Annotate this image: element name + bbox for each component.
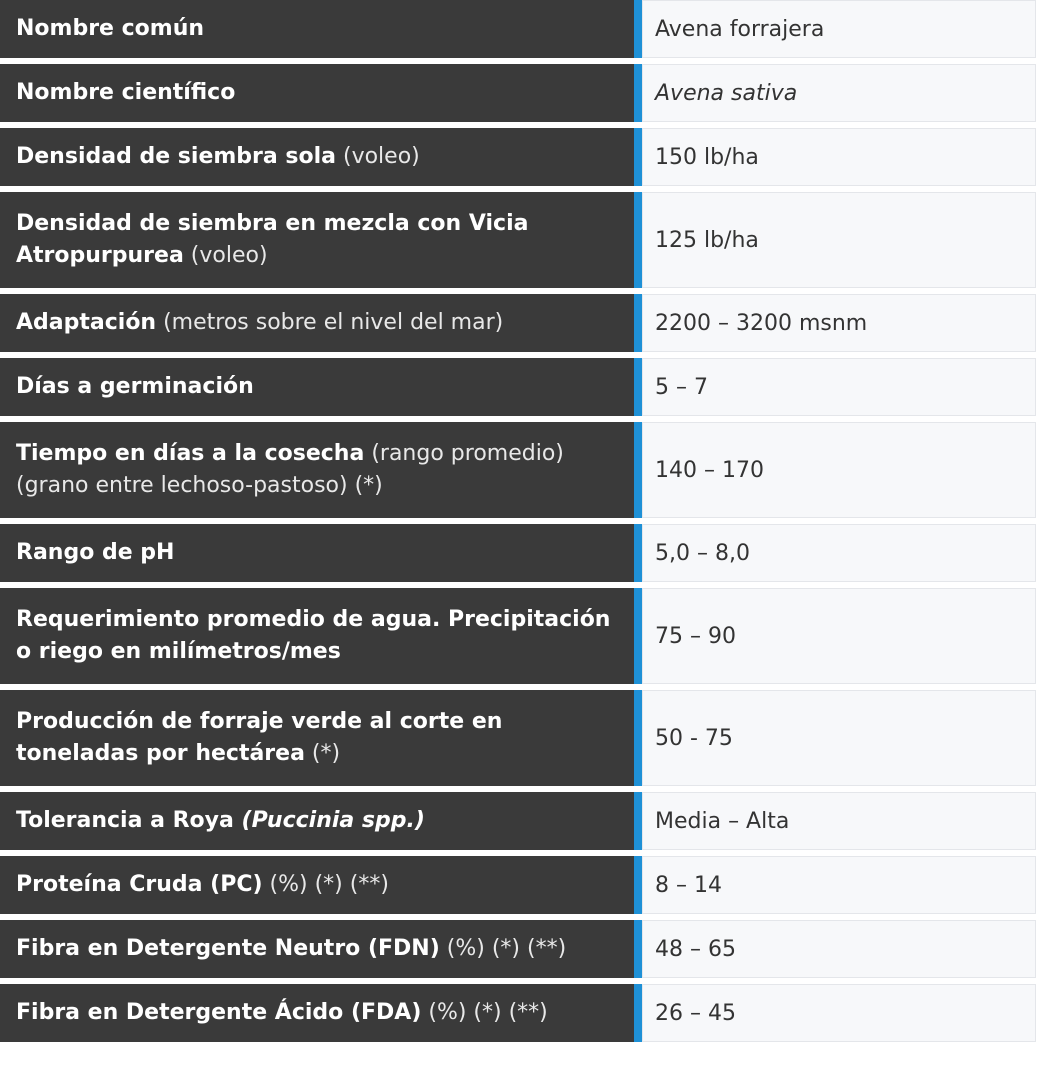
row-label-text xyxy=(16,869,618,901)
row-value: 26 – 45 xyxy=(642,984,1036,1042)
row-label xyxy=(0,192,642,288)
row-value: 150 lb/ha xyxy=(642,128,1036,186)
row-label-part: Densidad de siembra en mezcla con Vicia Atropurpurea xyxy=(16,211,529,268)
row-value: Avena sativa xyxy=(642,64,1036,122)
row-label-part: (%) (*) (**) xyxy=(262,872,389,897)
row-label-part: (voleo) xyxy=(183,243,268,268)
row-label xyxy=(0,128,642,186)
table-row xyxy=(0,64,1036,122)
table-row xyxy=(0,192,1036,288)
table-row xyxy=(0,984,1036,1042)
row-value: 140 – 170 xyxy=(642,422,1036,518)
row-label xyxy=(0,64,642,122)
row-label-text xyxy=(16,208,618,272)
table-row xyxy=(0,792,1036,850)
row-value: 75 – 90 xyxy=(642,588,1036,684)
row-label-text xyxy=(16,438,618,502)
row-label-text xyxy=(16,371,618,403)
row-label xyxy=(0,984,642,1042)
row-value: 5 – 7 xyxy=(642,358,1036,416)
table-row xyxy=(0,294,1036,352)
row-label-part: Tiempo en días a la cosecha xyxy=(16,441,365,466)
table-row xyxy=(0,588,1036,684)
row-label-part: (%) (*) (**) xyxy=(421,1000,548,1025)
row-label-part: Producción de forraje verde al corte en toneladas por hectárea xyxy=(16,709,503,766)
row-label-part: Densidad de siembra sola xyxy=(16,144,336,169)
row-label-text xyxy=(16,805,618,837)
row-label-part: Adaptación xyxy=(16,310,157,335)
row-label-part: Rango de pH xyxy=(16,540,175,565)
row-label xyxy=(0,422,642,518)
row-label-part: (Puccinia spp.) xyxy=(241,808,425,833)
table-row xyxy=(0,856,1036,914)
row-label-part: Fibra en Detergente Ácido (FDA) xyxy=(16,1000,422,1025)
table-row xyxy=(0,690,1036,786)
table-row xyxy=(0,128,1036,186)
row-label-part: Fibra en Detergente Neutro (FDN) xyxy=(16,936,440,961)
table-row xyxy=(0,422,1036,518)
row-label xyxy=(0,856,642,914)
row-label-part: (rango promedio) (grano entre lechoso-pastoso) (*) xyxy=(16,441,564,498)
row-label-part: Nombre común xyxy=(16,16,205,41)
row-label-text xyxy=(16,13,618,45)
row-value: Avena forrajera xyxy=(642,0,1036,58)
row-label-part: Requerimiento promedio de agua. Precipitación o riego en milímetros/mes xyxy=(16,607,611,664)
row-label-part: Tolerancia a Roya xyxy=(16,808,242,833)
table-row xyxy=(0,524,1036,582)
row-value: 8 – 14 xyxy=(642,856,1036,914)
row-label xyxy=(0,792,642,850)
row-label-text xyxy=(16,997,618,1029)
row-label-part: Nombre científico xyxy=(16,80,236,105)
table-row xyxy=(0,0,1036,58)
row-label-part: (voleo) xyxy=(336,144,420,169)
row-label-text xyxy=(16,933,618,965)
row-label-part: (*) xyxy=(304,741,341,766)
row-value: 2200 – 3200 msnm xyxy=(642,294,1036,352)
row-label-part: Proteína Cruda (PC) xyxy=(16,872,263,897)
row-label-part: Días a germinación xyxy=(16,374,254,399)
row-value: 50 - 75 xyxy=(642,690,1036,786)
row-label-text xyxy=(16,77,618,109)
row-label xyxy=(0,588,642,684)
row-label-text xyxy=(16,307,618,339)
table-row xyxy=(0,920,1036,978)
row-label xyxy=(0,690,642,786)
row-label xyxy=(0,0,642,58)
row-label xyxy=(0,294,642,352)
row-label xyxy=(0,524,642,582)
row-value: Media – Alta xyxy=(642,792,1036,850)
row-label xyxy=(0,920,642,978)
row-label xyxy=(0,358,642,416)
row-value: 125 lb/ha xyxy=(642,192,1036,288)
row-value: 5,0 – 8,0 xyxy=(642,524,1036,582)
row-label-part: (metros sobre el nivel del mar) xyxy=(156,310,504,335)
table-row xyxy=(0,358,1036,416)
row-value: 48 – 65 xyxy=(642,920,1036,978)
row-label-part: (%) (*) (**) xyxy=(439,936,567,961)
row-label-text xyxy=(16,706,618,770)
row-label-text xyxy=(16,537,618,569)
row-label-text xyxy=(16,141,618,173)
row-label-text xyxy=(16,604,618,668)
